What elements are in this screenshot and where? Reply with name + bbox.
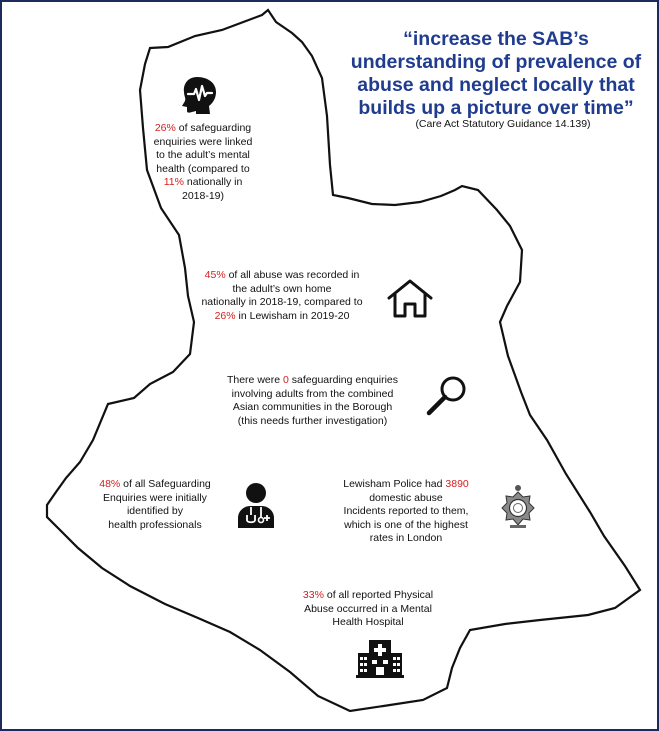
fact-text: rates in London xyxy=(369,532,443,544)
fact-text: to the adult’s mental xyxy=(156,149,250,161)
fact-text: Health Hospital xyxy=(332,616,404,628)
fact-text: Asian communities in the Borough xyxy=(232,401,393,413)
quote-citation: (Care Act Statutory Guidance 14.139) xyxy=(415,118,591,130)
police-badge-icon xyxy=(499,484,537,530)
quote-line: abuse and neglect locally that xyxy=(357,74,635,96)
stat-value: 33% xyxy=(302,589,324,601)
stat-value: 26% xyxy=(214,309,236,322)
mental-health-head-icon xyxy=(181,76,217,114)
doctor-icon xyxy=(236,482,276,528)
fact-text: of all abuse was recorded in xyxy=(225,269,360,281)
fact-text: health professionals xyxy=(108,518,202,531)
stat-value: 3890 xyxy=(445,478,469,490)
house-icon xyxy=(386,278,434,320)
fact-text: identified by xyxy=(126,505,184,517)
fact-text: nationally in 2018-19, compared to xyxy=(201,296,363,308)
fact-text: Incidents reported to them, xyxy=(343,505,469,517)
stat-value: 11% xyxy=(163,176,184,188)
fact-text: which is one of the highest xyxy=(344,518,468,531)
fact-mental-health xyxy=(128,122,278,203)
fact-text: health (compared to xyxy=(156,162,250,175)
fact-text: nationally in xyxy=(183,176,243,188)
fact-text: domestic abuse xyxy=(369,491,443,504)
fact-text: Abuse occurred in a Mental xyxy=(304,602,432,615)
fact-text: Lewisham Police had xyxy=(343,478,446,490)
fact-text: of all Safeguarding xyxy=(120,478,211,490)
fact-own-home xyxy=(182,269,382,323)
magnifying-glass-icon xyxy=(424,373,470,419)
quote-line: understanding of prevalence of xyxy=(350,51,642,73)
fact-asian-communities xyxy=(200,374,425,428)
stat-value: 45% xyxy=(204,269,226,281)
fact-text: involving adults from the combined xyxy=(231,387,394,400)
fact-text: Enquiries were initially xyxy=(103,491,207,504)
fact-hospital xyxy=(293,589,443,630)
fact-health-professionals xyxy=(80,478,230,532)
fact-text: of safeguarding xyxy=(175,122,252,134)
fact-text: There were xyxy=(226,374,283,386)
quote-line: “increase the SAB’s xyxy=(403,28,589,50)
fact-text: 2018-19) xyxy=(181,189,225,202)
fact-text: enquiries were linked xyxy=(153,135,253,148)
stat-value: 26% xyxy=(154,122,176,134)
quote-line: builds up a picture over time” xyxy=(358,97,634,119)
hospital-icon xyxy=(354,637,406,679)
fact-text: the adult’s own home xyxy=(232,282,332,295)
fact-police xyxy=(326,478,486,546)
fact-text: of all reported Physical xyxy=(323,589,434,601)
quote-block xyxy=(338,28,654,120)
stat-value: 0 xyxy=(283,374,289,386)
fact-text: in Lewisham in 2019-20 xyxy=(235,309,350,322)
fact-text: safeguarding enquiries xyxy=(288,374,399,386)
fact-text: (this needs further investigation) xyxy=(237,414,388,427)
stat-value: 48% xyxy=(99,478,121,490)
